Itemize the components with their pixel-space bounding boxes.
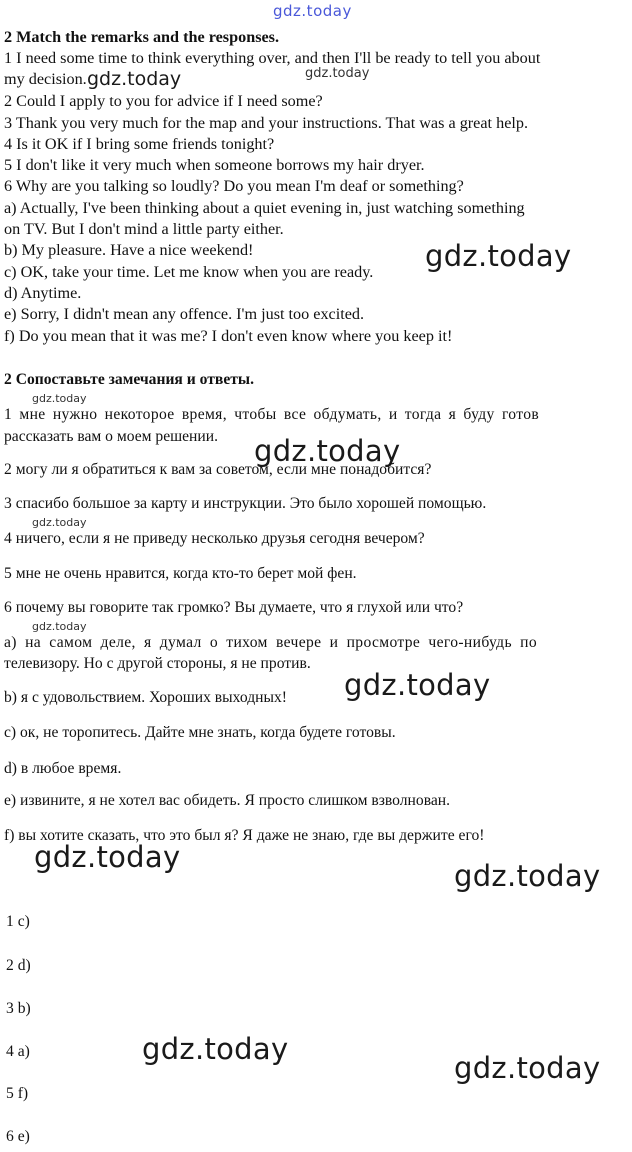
russian-response-b: b) я с удовольствием. Хороших выходных! [4,689,287,706]
english-response-a2: on TV. But I don't mind a little party either. [4,220,284,238]
answer-2: 2 d) [6,957,31,974]
watermark-small: gdz.today [305,66,370,81]
russian-remark-4: 4 ничего, если я не приведу несколько друзья сегодня вечером? [4,530,425,547]
watermark-small: gdz.today [32,392,87,405]
watermark-big: gdz.today [454,1051,601,1085]
russian-remark-1a: 1 мне нужно некоторое время, чтобы все обдумать, и тогда я буду готов [4,406,540,423]
english-heading: 2 Match the remarks and the responses. [4,28,280,46]
russian-response-c: с) ок, не торопитесь. Дайте мне знать, когда будете готовы. [4,724,396,741]
english-response-d: d) Anytime. [4,284,82,302]
english-response-e: e) Sorry, I didn't mean any offence. I'm just too excited. [4,305,365,323]
english-remark-5: 5 I don't like it very much when someone borrows my hair dryer. [4,156,425,174]
answer-5: 5 f) [6,1085,29,1102]
english-remark-6: 6 Why are you talking so loudly? Do you mean I'm deaf or something? [4,177,464,195]
answer-1: 1 c) [6,913,30,930]
english-response-b: b) My pleasure. Have a nice weekend! [4,241,254,259]
watermark-inline: gdz.today [87,68,182,90]
watermark-big: gdz.today [142,1032,289,1066]
english-remark-2: 2 Could I apply to you for advice if I need some? [4,92,323,110]
english-response-f: f) Do you mean that it was me? I don't even know where you keep it! [4,327,453,345]
russian-heading: 2 Сопоставьте замечания и ответы. [4,371,254,388]
watermark-top: gdz.today [273,2,352,20]
english-response-a1: a) Actually, I've been thinking about a quiet evening in, just watching something [4,199,525,217]
watermark-big: gdz.today [425,239,572,273]
english-response-c: c) OK, take your time. Let me know when you are ready. [4,263,374,281]
russian-remark-2: 2 могу ли я обратиться к вам за советом, если мне понадобится? [4,461,432,478]
answer-4: 4 a) [6,1043,30,1060]
russian-remark-6: 6 почему вы говорите так громко? Вы думаете, что я глухой или что? [4,599,464,616]
english-remark-4: 4 Is it OK if I bring some friends tonight? [4,135,275,153]
russian-remark-3: 3 спасибо большое за карту и инструкции. Это было хорошей помощью. [4,495,487,512]
russian-remark-5: 5 мне не очень нравится, когда кто-то берет мой фен. [4,565,357,582]
russian-response-a1: а) на самом деле, я думал о тихом вечере и просмотре чего-нибудь по [4,634,538,651]
watermark-big: gdz.today [454,859,601,893]
watermark-big: gdz.today [344,668,491,702]
english-remark-1b: my decision. [4,70,87,88]
watermark-small: gdz.today [32,620,87,633]
russian-remark-1b: рассказать вам о моем решении. [4,428,218,445]
watermark-big: gdz.today [254,434,401,468]
watermark-small: gdz.today [32,516,87,529]
russian-response-e: е) извините, я не хотел вас обидеть. Я просто слишком взволнован. [4,792,451,809]
watermark-big: gdz.today [34,840,181,874]
english-remark-3: 3 Thank you very much for the map and your instructions. That was a great help. [4,114,529,132]
answer-3: 3 b) [6,1000,31,1017]
russian-response-d: d) в любое время. [4,760,122,777]
russian-response-f: f) вы хотите сказать, что это был я? Я даже не знаю, где вы держите его! [4,827,485,844]
english-remark-1a: 1 I need some time to think everything over, and then I'll be ready to tell you about [4,49,541,67]
russian-response-a2: телевизору. Но с другой стороны, я не против. [4,655,311,672]
answer-6: 6 e) [6,1128,30,1145]
